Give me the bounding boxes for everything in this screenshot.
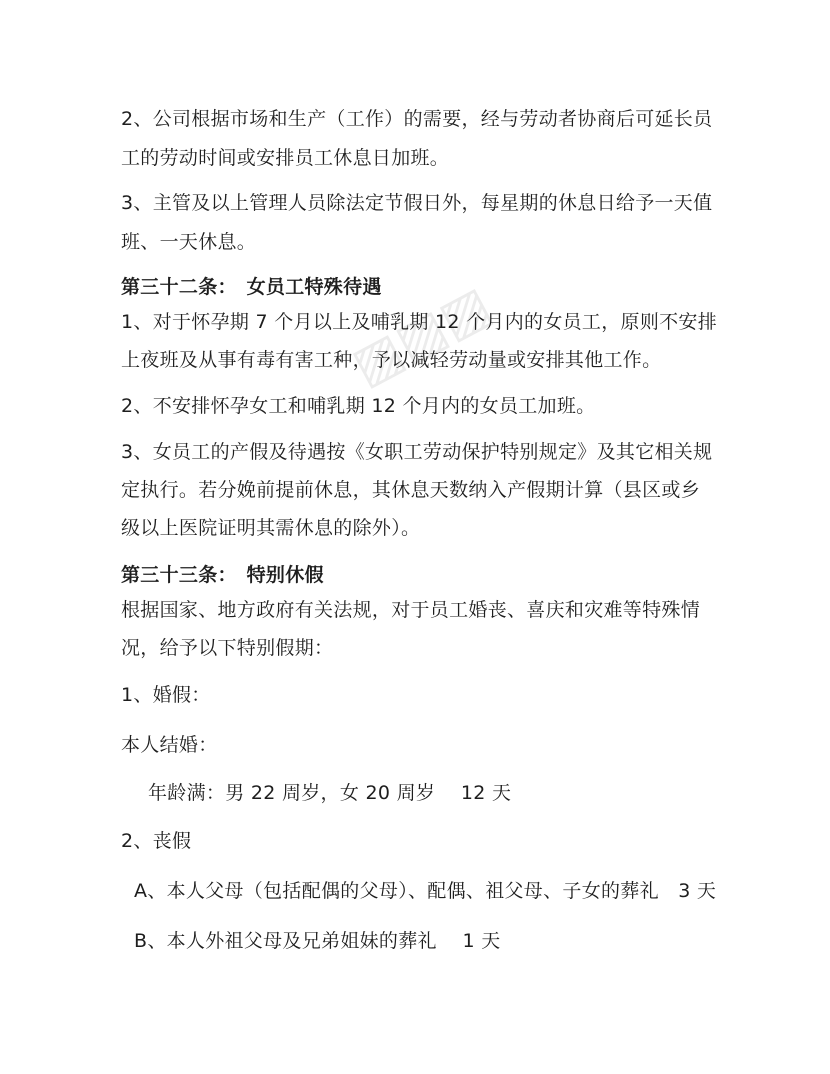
- marriage-age-detail: 年龄满：男 22 周岁，女 20 周岁 12 天: [148, 782, 512, 804]
- paragraph-line: 工的劳动时间或安排员工休息日加班。: [121, 147, 450, 169]
- watermark: ▨▨▨: [342, 274, 501, 397]
- paragraph-line: 1、对于怀孕期 7 个月以上及哺乳期 12 个月内的女员工，原则不安排: [121, 311, 718, 333]
- paragraph-line: 况，给予以下特别假期：: [121, 637, 334, 659]
- section-heading-32: 第三十二条： 女员工特殊待遇: [121, 276, 382, 298]
- paragraph-line: 3、女员工的产假及待遇按《女职工劳动保护特别规定》及其它相关规: [121, 441, 713, 463]
- paragraph-line: 2、不安排怀孕女工和哺乳期 12 个月内的女员工加班。: [121, 395, 596, 417]
- list-item-marriage-leave: 1、婚假：: [121, 684, 211, 706]
- paragraph-line: 3、主管及以上管理人员除法定节假日外，每星期的休息日给予一天值: [121, 192, 713, 214]
- list-item-bereavement-leave: 2、丧假: [121, 830, 192, 852]
- bereavement-item-a: A、本人父母（包括配偶的父母）、配偶、祖父母、子女的葬礼 3 天: [134, 880, 717, 902]
- paragraph-line: 2、公司根据市场和生产（工作）的需要，经与劳动者协商后可延长员: [121, 108, 713, 130]
- section-heading-33: 第三十三条： 特别休假: [121, 564, 324, 586]
- bereavement-item-b: B、本人外祖父母及兄弟姐妹的葬礼 1 天: [134, 930, 501, 952]
- paragraph-line: 上夜班及从事有毒有害工种，予以减轻劳动量或安排其他工作。: [121, 349, 662, 371]
- paragraph-line: 级以上医院证明其需休息的除外）。: [121, 517, 421, 539]
- paragraph-line: 本人结婚：: [121, 734, 218, 756]
- paragraph-line: 定执行。若分娩前提前休息，其休息天数纳入产假期计算（县区或乡: [121, 479, 701, 501]
- paragraph-line: 班、一天休息。: [121, 231, 257, 253]
- paragraph-line: 根据国家、地方政府有关法规，对于员工婚丧、喜庆和灾难等特殊情: [121, 599, 701, 621]
